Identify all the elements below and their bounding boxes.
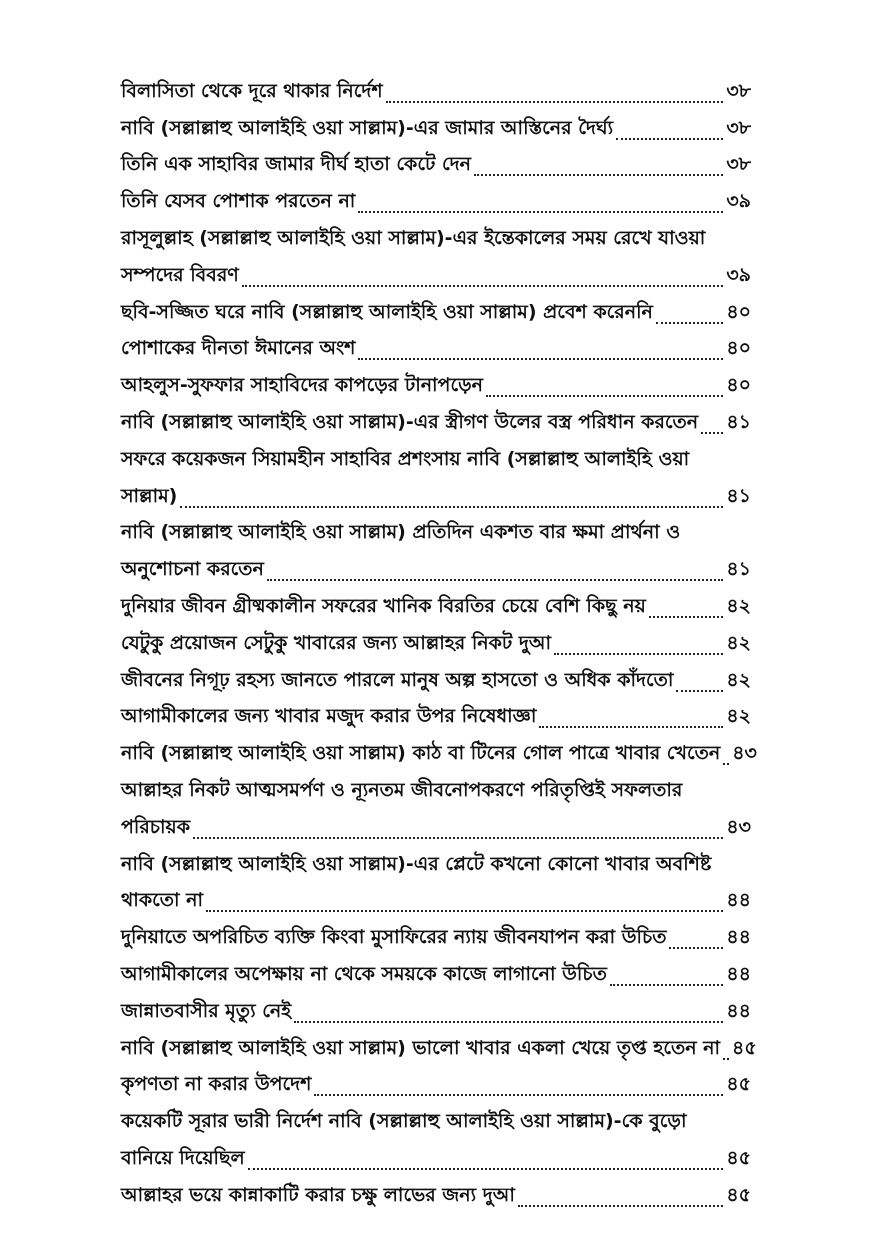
dot-leader bbox=[649, 616, 724, 618]
toc-title: সম্পদের বিবরণ bbox=[121, 263, 239, 286]
toc-line bbox=[121, 182, 751, 219]
dot-leader bbox=[294, 1021, 723, 1023]
dot-leader bbox=[267, 579, 723, 581]
toc-entry bbox=[121, 587, 751, 624]
toc-page-number: ৪১ bbox=[726, 410, 751, 433]
toc-title: দুনিয়ার জীবন গ্রীষ্মকালীন সফরের খানিক বিরতির চেয়ে বেশি কিছু নয় bbox=[121, 594, 646, 617]
toc-page-number: ৪০ bbox=[726, 337, 751, 360]
dot-leader bbox=[193, 837, 723, 839]
toc-page-number: ৪২ bbox=[726, 668, 751, 691]
dot-leader bbox=[358, 358, 723, 360]
toc-line bbox=[121, 109, 751, 146]
toc-line bbox=[121, 366, 751, 403]
toc-line bbox=[121, 514, 751, 551]
dot-leader bbox=[701, 432, 723, 434]
toc-page-number: ৪৫ bbox=[726, 1183, 751, 1206]
toc-entry bbox=[121, 661, 751, 698]
toc-title: তিনি যেসব পোশাক পরতেন না bbox=[121, 190, 356, 213]
dot-leader bbox=[610, 984, 723, 986]
dot-leader bbox=[486, 395, 723, 397]
toc-page-number: ৪৫ bbox=[726, 1073, 751, 1096]
toc-title: বিলাসিতা থেকে দূরে থাকার নির্দেশ bbox=[121, 79, 383, 102]
toc-page-number: ৪৪ bbox=[726, 999, 751, 1022]
toc-page-number: ৪২ bbox=[726, 631, 751, 654]
toc-title: নাবি (সল্লাল্লাহু আলাইহি ওয়া সাল্লাম)-এর প্লেটে কখনো কোনো খাবার অবশিষ্ট bbox=[121, 852, 712, 875]
toc-entry bbox=[121, 109, 751, 146]
toc-entry bbox=[121, 918, 751, 955]
toc-entry bbox=[121, 1066, 751, 1103]
toc-title: আগামীকালের জন্য খাবার মজুদ করার উপর নিষেধাজ্ঞা bbox=[121, 705, 537, 728]
dot-leader bbox=[314, 1094, 723, 1096]
toc-entry bbox=[121, 771, 751, 845]
toc-page-number: ৩৮ bbox=[726, 153, 751, 176]
dot-leader bbox=[669, 947, 723, 949]
toc-line bbox=[121, 256, 751, 293]
toc-line bbox=[121, 293, 751, 330]
toc-title: সাল্লাম) bbox=[121, 484, 178, 507]
toc-line bbox=[121, 624, 751, 661]
toc-title: নাবি (সল্লাল্লাহু আলাইহি ওয়া সাল্লাম) প্রতিদিন একশত বার ক্ষমা প্রার্থনা ও bbox=[121, 521, 681, 544]
toc-line bbox=[121, 918, 751, 955]
toc-title: কয়েকটি সূরার ভারী নির্দেশ নাবি (সল্লাল্লাহু আলাইহি ওয়া সাল্লাম)-কে বুড়ো bbox=[121, 1110, 687, 1133]
toc-page-number: ৩৮ bbox=[726, 79, 751, 102]
toc-page-number: ৪২ bbox=[726, 594, 751, 617]
toc-page-number: ৪০ bbox=[726, 374, 751, 397]
toc-title: নাবি (সল্লাল্লাহু আলাইহি ওয়া সাল্লাম)-এর স্ত্রীগণ উলের বস্ত্র পরিধান করতেন bbox=[121, 410, 699, 433]
toc-title: পরিচায়ক bbox=[121, 815, 191, 838]
toc-title: নাবি (সল্লাল্লাহু আলাইহি ওয়া সাল্লাম) কাঠ বা টিনের গোল পাত্রে খাবার খেতেন bbox=[121, 742, 721, 765]
toc-page-number: ৪৫ bbox=[726, 1146, 751, 1169]
toc-line bbox=[121, 698, 751, 735]
toc-page-number: ৩৮ bbox=[726, 116, 751, 139]
toc-line bbox=[121, 330, 751, 367]
toc-entry bbox=[121, 514, 751, 588]
toc-line bbox=[121, 219, 751, 256]
toc-entry bbox=[121, 293, 751, 330]
toc-title: ছবি-সজ্জিত ঘরে নাবি (সল্লাল্লাহু আলাইহি ওয়া সাল্লাম) প্রবেশ করেননি bbox=[121, 300, 653, 323]
toc-page-number: ৪৪ bbox=[726, 889, 751, 912]
dot-leader bbox=[386, 101, 724, 103]
toc-title: আগামীকালের অপেক্ষায় না থেকে সময়কে কাজে লাগানো উচিত bbox=[121, 962, 607, 985]
toc-line bbox=[121, 808, 751, 845]
toc-entry bbox=[121, 330, 751, 367]
toc-page-number: ৪১ bbox=[726, 484, 751, 507]
toc-page-number: ৪৩ bbox=[726, 815, 751, 838]
toc-title: নাবি (সল্লাল্লাহু আলাইহি ওয়া সাল্লাম)-এর জামার আস্তিনের দৈর্ঘ্য bbox=[121, 116, 614, 139]
toc-line bbox=[121, 845, 751, 882]
dot-leader bbox=[518, 1205, 723, 1207]
toc-line bbox=[121, 403, 751, 440]
toc-line bbox=[121, 1102, 751, 1139]
toc-line bbox=[121, 1066, 751, 1103]
toc-line bbox=[121, 477, 751, 514]
toc-line bbox=[121, 1176, 751, 1213]
toc-line bbox=[121, 1029, 757, 1066]
toc-page-number: ৪২ bbox=[726, 705, 751, 728]
toc-line bbox=[121, 661, 751, 698]
toc-title: জান্নাতবাসীর মৃত্যু নেই bbox=[121, 999, 292, 1022]
toc-line bbox=[121, 72, 751, 109]
toc-title: দুনিয়াতে অপরিচিত ব্যক্তি কিংবা মুসাফিরের ন্যায় জীবনযাপন করা উচিত bbox=[121, 926, 667, 949]
toc-entry bbox=[121, 366, 751, 403]
toc-title: থাকতো না bbox=[121, 889, 203, 912]
dot-leader bbox=[539, 726, 723, 728]
toc-title: যেটুকু প্রয়োজন সেটুকু খাবারের জন্য আল্লাহর নিকট দুআ bbox=[121, 631, 552, 654]
toc-entry bbox=[121, 624, 751, 661]
toc-entry bbox=[121, 734, 757, 771]
dot-leader bbox=[676, 690, 723, 692]
toc-page-number: ৪১ bbox=[726, 558, 751, 581]
toc-entry bbox=[121, 72, 751, 109]
toc-title: অনুশোচনা করতেন bbox=[121, 558, 264, 581]
toc-line bbox=[121, 587, 751, 624]
toc-entry bbox=[121, 440, 751, 514]
toc-entry bbox=[121, 1029, 757, 1066]
toc-line bbox=[121, 882, 751, 919]
toc-entry bbox=[121, 1176, 751, 1213]
dot-leader bbox=[248, 1168, 724, 1170]
toc-entry bbox=[121, 1102, 751, 1176]
toc-title: রাসূলুল্লাহ (সল্লাল্লাহু আলাইহি ওয়া সাল্লাম)-এর ইন্তেকালের সময় রেখে যাওয়া bbox=[121, 226, 706, 249]
toc-page-number: ৩৯ bbox=[726, 263, 751, 286]
dot-leader bbox=[616, 138, 723, 140]
toc-entry bbox=[121, 955, 751, 992]
toc-page-number: ৪৫ bbox=[732, 1036, 757, 1059]
dot-leader bbox=[180, 506, 723, 508]
toc-page-number: ৪০ bbox=[726, 300, 751, 323]
dot-leader bbox=[723, 763, 729, 765]
toc-title: তিনি এক সাহাবির জামার দীর্ঘ হাতা কেটে দেন bbox=[121, 153, 471, 176]
dot-leader bbox=[656, 322, 723, 324]
toc-line bbox=[121, 992, 751, 1029]
toc-line bbox=[121, 146, 751, 183]
dot-leader bbox=[474, 174, 723, 176]
dot-leader bbox=[554, 653, 723, 655]
toc-line bbox=[121, 440, 751, 477]
dot-leader bbox=[242, 285, 724, 287]
dot-leader bbox=[358, 211, 723, 213]
toc-page-number: ৩৯ bbox=[726, 190, 751, 213]
toc-entry bbox=[121, 992, 751, 1029]
dot-leader bbox=[206, 910, 723, 912]
toc-line bbox=[121, 734, 757, 771]
toc-title: সফরে কয়েকজন সিয়ামহীন সাহাবির প্রশংসায় নাবি (সল্লাল্লাহু আলাইহি ওয়া bbox=[121, 447, 690, 470]
toc-entry bbox=[121, 698, 751, 735]
toc-entry bbox=[121, 845, 751, 919]
toc-title: বানিয়ে দিয়েছিল bbox=[121, 1146, 245, 1169]
toc-line bbox=[121, 771, 751, 808]
toc-line bbox=[121, 955, 751, 992]
toc-title: পোশাকের দীনতা ঈমানের অংশ bbox=[121, 337, 356, 360]
toc-title: নাবি (সল্লাল্লাহু আলাইহি ওয়া সাল্লাম) ভালো খাবার একলা খেয়ে তৃপ্ত হতেন না bbox=[121, 1036, 721, 1059]
toc-page-number: ৪৪ bbox=[726, 962, 751, 985]
toc-title: কৃপণতা না করার উপদেশ bbox=[121, 1073, 312, 1096]
toc-entry bbox=[121, 219, 751, 293]
toc-title: জীবনের নিগূঢ় রহস্য জানতে পারলে মানুষ অল্প হাসতো ও অধিক কাঁদতো bbox=[121, 668, 674, 691]
toc-title: আহলুস-সুফফার সাহাবিদের কাপড়ের টানাপড়েন bbox=[121, 374, 483, 397]
dot-leader bbox=[723, 1058, 729, 1060]
toc-line bbox=[121, 550, 751, 587]
toc-line bbox=[121, 1139, 751, 1176]
table-of-contents bbox=[121, 72, 757, 1213]
toc-page-number: ৪৩ bbox=[732, 742, 757, 765]
toc-entry bbox=[121, 182, 751, 219]
toc-title: আল্লাহর ভয়ে কান্নাকাটি করার চক্ষু লাভের জন্য দুআ bbox=[121, 1183, 515, 1206]
toc-entry bbox=[121, 146, 751, 183]
toc-title: আল্লাহর নিকট আত্মসমর্পণ ও ন্যূনতম জীবনোপকরণে পরিতৃপ্তিই সফলতার bbox=[121, 778, 683, 801]
toc-page-number: ৪৪ bbox=[726, 926, 751, 949]
toc-entry bbox=[121, 403, 751, 440]
